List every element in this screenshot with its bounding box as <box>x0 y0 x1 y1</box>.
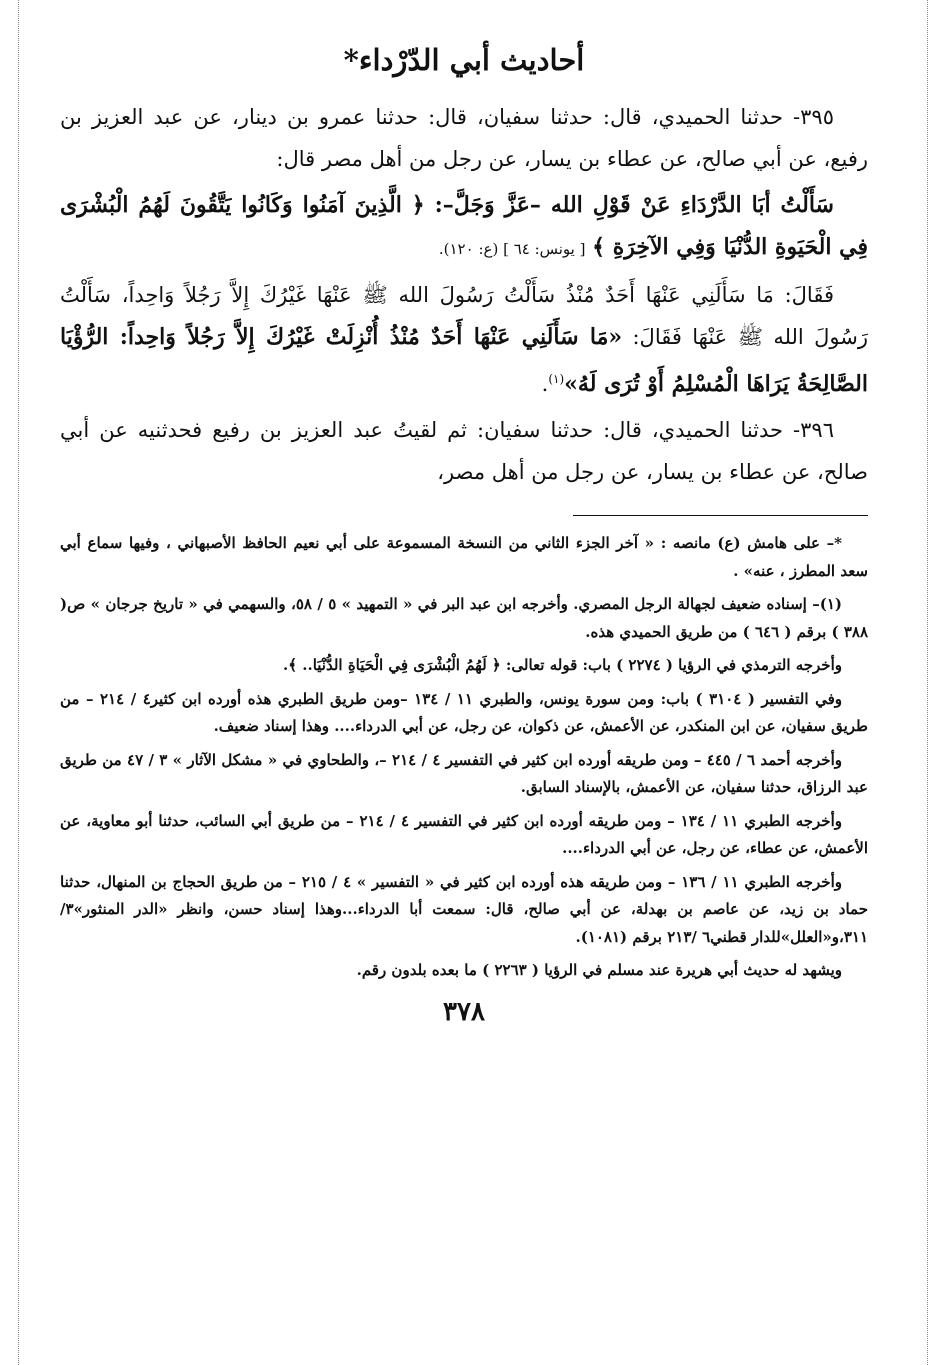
footnotes <box>60 530 868 985</box>
footnote-item: وأخرجه أحمد ٦ / ٤٤٥ – ومن طريقه أورده ابن كثير في التفسير ٤ / ٢١٤ –، والطحاوي في « مشكل الآثار » ٣ / ٤٧ من طريق عبد الرزاق، حدثنا سفيان، عن الأعمش، بالإسناد السابق. <box>60 750 868 796</box>
hadith-395-question <box>60 184 868 270</box>
footnote-marker: (١) <box>548 372 565 386</box>
footnote-item: ويشهد له حديث أبي هريرة عند مسلم في الرؤيا ( ٢٢٦٣ ) ما بعده بلدون رقم. <box>356 961 842 979</box>
footnote-item: وأخرجه الترمذي في الرؤيا ( ٢٢٧٤ ) باب: قوله تعالى: ﴿ لَهُمُ الْبُشْرَى فِي الْحَيَاةِ الدُّنْيَا.. ﴾. <box>283 656 842 674</box>
verse-reference: [ يونس: ٦٤ ] (ع: ١٢٠). <box>438 240 586 258</box>
right-margin-dots <box>927 0 928 1365</box>
prophet-quote: «مَا سَأَلَنِي عَنْهَا أَحَدٌ مُنْذُ أُنْزِلَتْ غَيْرُكَ إِلاَّ رَجُلاً وَاحِداً: الرُّؤْيَا الصَّالِحَةُ يَرَاهَا الْمُسْلِمُ أَوْ تُرَى لَهُ» <box>60 324 868 397</box>
footnote-item: وأخرجه الطبري ١١ / ١٣٤ – ومن طريقه أورده ابن كثير في التفسير ٤ / ٢١٤ – من طريق أبي السائب، حدثنا أبو معاوية، عن الأعمش، عن عطاء، عن رجل، عن أبي الدرداء.... <box>60 811 868 857</box>
hadith-396: ٣٩٦- حدثنا الحميدي، قال: حدثنا سفيان: ثم لقيتُ عبد العزيز بن رفيع فحدثنيه عن أبي صالح، عن عطاء بن يسار، عن رجل من أهل مصر، <box>60 418 868 484</box>
page-title: أحاديث أبي الدّرْداء* <box>343 43 585 77</box>
hadith-395-answer <box>60 274 868 405</box>
footnote-divider <box>573 515 868 516</box>
quran-question: سَأَلْتُ أبَا الدَّرْدَاءِ عَنْ قَوْلِ الله –عَزَّ وَجَلَّ–: ﴿ الَّذِينَ آمَنُوا وَكَانُوا يَتَّقُونَ لَهُمُ الْبُشْرَى فِي الْحَيَوةِ الدُّنْيَا وَفِي الآخِرَةِ ﴾ <box>60 192 868 260</box>
footnote-item: *– على هامش (ع) مانصه : « آخر الجزء الثاني من النسخة المسموعة على أبي نعيم الحافظ الأصبهاني ، وفيها سماع أبي سعد المطرز ، عنه» . <box>60 534 868 580</box>
left-margin-dots <box>18 0 19 1365</box>
main-text <box>60 96 868 493</box>
page-number: ٣٧٨ <box>443 996 485 1027</box>
footnote-item: (١)– إسناده ضعيف لجهالة الرجل المصري. وأخرجه ابن عبد البر في « التمهيد » ٥ / ٥٨، والسهمي في « تاريخ جرجان » ص( ٣٨٨ ) برقم ( ٦٤٦ ) من طريق الحميدي هذه. <box>60 595 868 641</box>
book-page <box>60 40 868 1027</box>
answer-intro: فَقَالَ: مَا سَأَلَنِي عَنْهَا أَحَدٌ مُنْذُ سَأَلْتُ رَسُولَ الله ﷺ عَنْهَا غَيْرُكَ إِلاَّ رَجُلاً وَاحِداً، سَأَلْتُ رَسُولَ الله ﷺ عَنْهَا فَقَالَ: <box>60 283 868 349</box>
answer-end: . <box>541 372 549 396</box>
hadith-395-isnad: ٣٩٥- حدثنا الحميدي، قال: حدثنا سفيان، قال: حدثنا عمرو بن دينار، عن عبد العزيز بن رفيع، عن أبي صالح، عن عطاء بن يسار، عن رجل من أهل مصر قال: <box>60 105 868 171</box>
footnote-item: وأخرجه الطبري ١١ / ١٣٦ – ومن طريقه هذه أورده ابن كثير في « التفسير » ٤ / ٢١٥ – من طريق الحجاج بن المنهال، حدثنا حماد بن زيد، عن عاصم بن بهدلة، عن أبي صالح، قال: سمعت أبا الدرداء...وهذا إسناد حسن، وانظر «الدر المنثور»٣/ ٣١١،و«العلل»للدار قطني٦ /٢١٣ برقم (١٠٨١). <box>60 872 868 946</box>
footnote-item: وفي التفسير ( ٣١٠٤ ) باب: ومن سورة يونس، والطبري ١١ / ١٣٤ –ومن طريق الطبري هذه أورده ابن كثير٤ / ٢١٤ – من طريق سفيان، عن ابن المنكدر، عن الأعمش، عن ذكوان، عن رجل، عن أبي الدرداء.... وهذا إسناد ضعيف. <box>60 689 868 735</box>
